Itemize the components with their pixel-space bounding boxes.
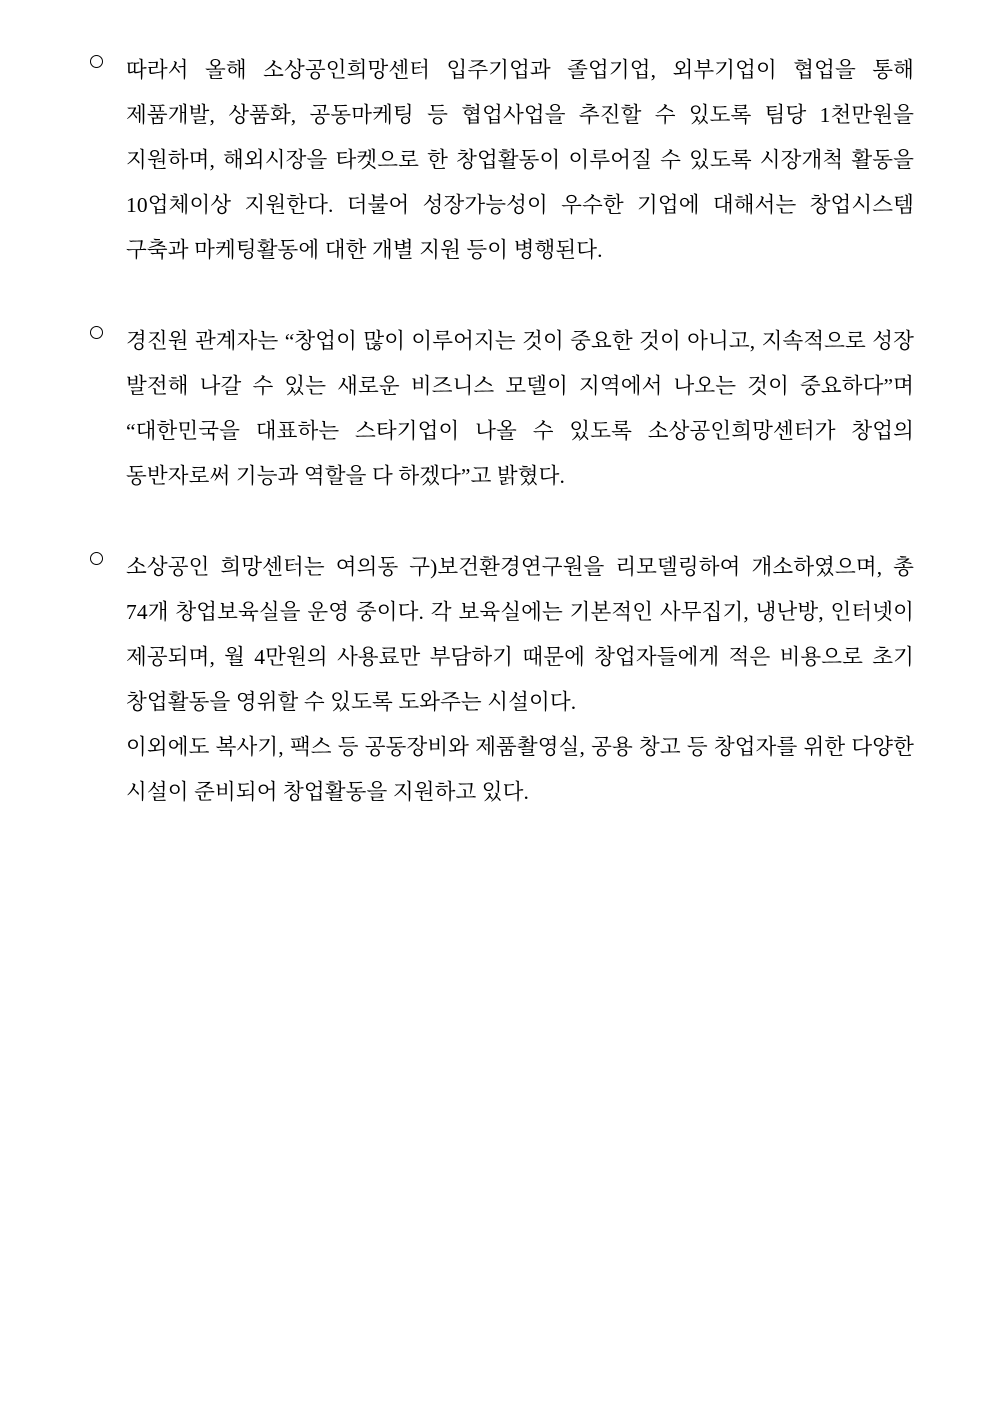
paragraph-3-subtext: 이외에도 복사기, 팩스 등 공동장비와 제품촬영실, 공용 창고 등 창업자를 위한 다양한 시설이 준비되어 창업활동을 지원하고 있다. <box>126 735 914 804</box>
paragraph-2 <box>90 319 914 499</box>
bullet-marker-icon <box>90 55 103 68</box>
paragraph-2-text: 경진원 관계자는 “창업이 많이 이루어지는 것이 중요한 것이 아니고, 지속적으로 성장 발전해 나갈 수 있는 새로운 비즈니스 모델이 지역에서 나오는 것이 중요하다”며 “대한민국을 대표하는 스타기업이 나올 수 있도록 소상공인희망센터가 창업의 동반자로써 기능과 역할을 다 하겠다”고 밝혔다. <box>126 329 914 488</box>
paragraph-1 <box>90 48 914 273</box>
paragraph-3 <box>90 545 914 815</box>
paragraph-3-text: 소상공인 희망센터는 여의동 구)보건환경연구원을 리모델링하여 개소하였으며, 총 74개 창업보육실을 운영 중이다. 각 보육실에는 기본적인 사무집기, 냉난방, 인터넷이 제공되며, 월 4만원의 사용료만 부담하기 때문에 창업자들에게 적은 비용으로 초기 창업활동을 영위할 수 있도록 도와주는 시설이다. <box>126 555 914 714</box>
bullet-marker-icon <box>90 552 103 565</box>
paragraph-1-text: 따라서 올해 소상공인희망센터 입주기업과 졸업기업, 외부기업이 협업을 통해 제품개발, 상품화, 공동마케팅 등 협업사업을 추진할 수 있도록 팀당 1천만원을 지원하며, 해외시장을 타켓으로 한 창업활동이 이루어질 수 있도록 시장개척 활동을 10업체이상 지원한다. 더불어 성장가능성이 우수한 기업에 대해서는 창업시스템 구축과 마케팅활동에 대한 개별 지원 등이 병행된다. <box>126 58 914 262</box>
bullet-marker-icon <box>90 326 103 339</box>
